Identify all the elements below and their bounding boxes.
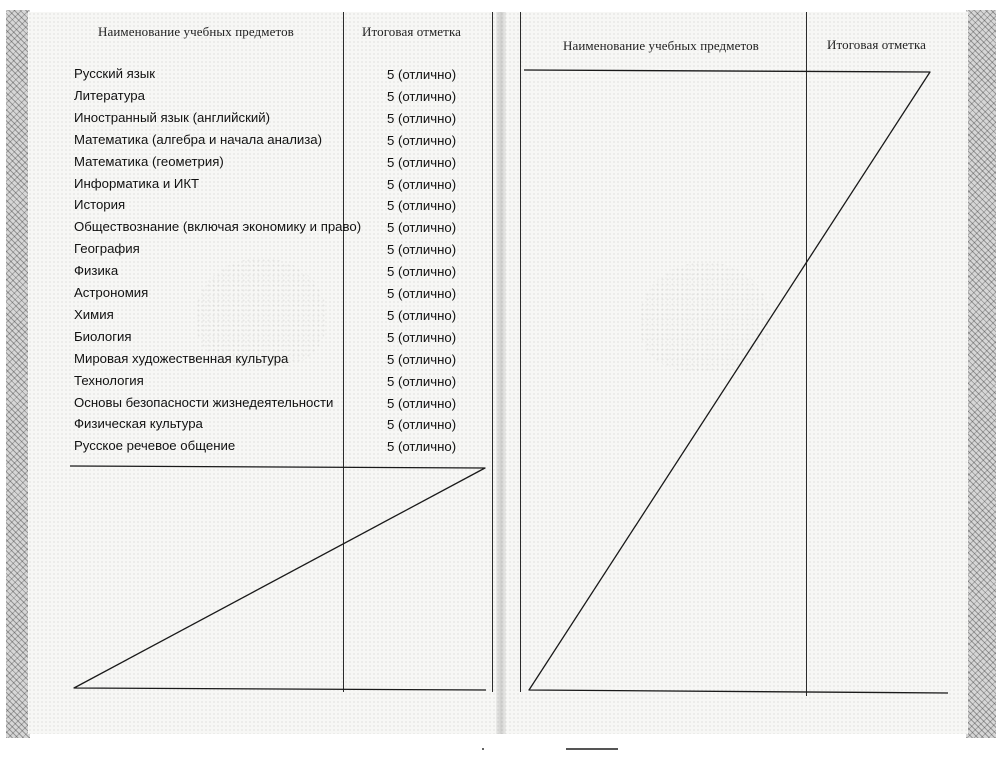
subject-name: Русское речевое общение <box>74 438 236 454</box>
grade-value: 5 (отлично) <box>387 154 457 170</box>
right-column-divider <box>806 12 807 696</box>
grade-value: 5 (отлично) <box>387 88 457 104</box>
grade-value: 5 (отлично) <box>387 417 457 433</box>
grade-value: 5 (отлично) <box>387 132 457 148</box>
grade-value: 5 (отлично) <box>387 242 457 258</box>
grade-value: 5 (отлично) <box>387 395 457 411</box>
security-border-left <box>6 10 30 738</box>
grade-value: 5 (отлично) <box>387 351 457 367</box>
grade-value: 5 (отлично) <box>387 307 457 323</box>
grade-value: 5 (отлично) <box>387 264 457 280</box>
subject-name: Физическая культура <box>74 416 203 432</box>
scan-edge-mark <box>566 748 618 750</box>
subject-name: Математика (геометрия) <box>74 153 224 169</box>
subject-name: Основы безопасности жизнедеятельности <box>74 394 334 410</box>
right-header-subject: Наименование учебных предметов <box>563 38 759 53</box>
grade-value: 5 (отлично) <box>387 198 457 214</box>
subject-name: Биология <box>74 328 132 344</box>
subject-name: История <box>74 197 126 213</box>
page-gutter <box>496 12 506 734</box>
right-page-left-rule <box>520 12 521 692</box>
grade-value: 5 (отлично) <box>387 373 457 389</box>
subject-name: Химия <box>74 306 114 322</box>
right-page <box>500 12 968 734</box>
subject-name: Обществознание (включая экономику и право) <box>74 219 362 235</box>
grade-value: 5 (отлично) <box>387 110 457 126</box>
grade-value: 5 (отлично) <box>387 67 457 82</box>
subject-name: Мировая художественная культура <box>74 350 289 366</box>
subject-name: Литература <box>74 87 145 103</box>
grade-value: 5 (отлично) <box>387 439 457 455</box>
subject-name: География <box>74 241 140 257</box>
grade-value: 5 (отлично) <box>387 176 457 192</box>
subject-name: Астрономия <box>74 285 149 300</box>
watermark-crest-right <box>640 262 770 372</box>
scan-speck <box>482 748 484 750</box>
subject-name: Информатика и ИКТ <box>74 175 200 191</box>
subject-name: Математика (алгебра и начала анализа) <box>74 131 323 147</box>
left-header-subject: Наименование учебных предметов <box>98 24 294 39</box>
subject-name: Физика <box>74 263 119 279</box>
subject-name: Иностранный язык (английский) <box>74 109 271 125</box>
grade-value: 5 (отлично) <box>387 220 457 236</box>
security-border-right <box>966 10 996 738</box>
left-page-right-rule <box>492 12 493 692</box>
right-header-grade: Итоговая отметка <box>827 37 927 52</box>
subject-name: Технология <box>74 372 144 388</box>
subject-name: Русский язык <box>74 66 156 81</box>
grade-value: 5 (отлично) <box>387 329 457 345</box>
left-column-divider <box>343 12 344 692</box>
left-header-grade: Итоговая отметка <box>362 24 462 39</box>
grade-value: 5 (отлично) <box>387 286 457 301</box>
